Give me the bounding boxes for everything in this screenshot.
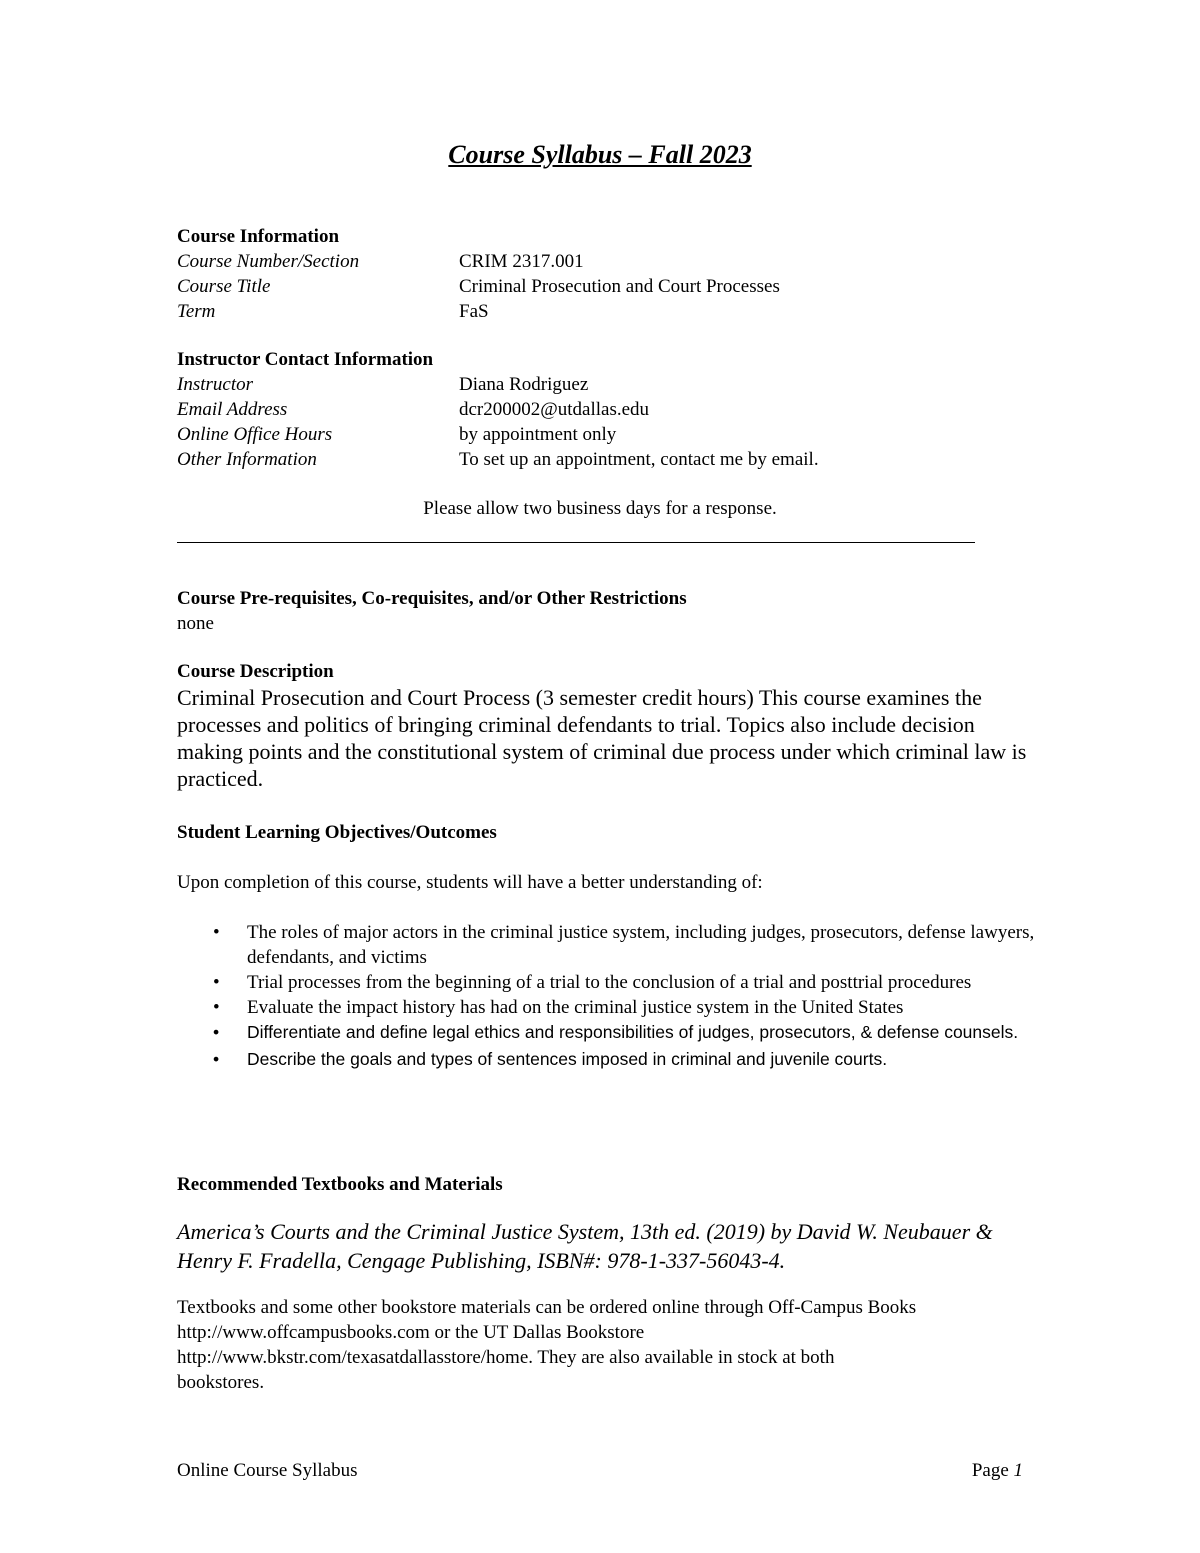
course-information-section — [177, 224, 780, 324]
objectives-section — [177, 820, 1037, 1071]
email-link[interactable]: dcr200002@utdallas.edu — [459, 399, 650, 420]
ordering-info — [177, 1295, 997, 1395]
ordering-line: http://www.bkstr.com/texasatdallasstore/home. They are also available in stock at both — [177, 1347, 835, 1368]
info-row — [177, 299, 780, 324]
info-row — [177, 274, 780, 299]
footer-title: Online Course Syllabus — [177, 1460, 358, 1481]
objectives-intro: Upon completion of this course, students will have a better understanding of: — [177, 872, 763, 893]
textbooks-heading: Recommended Textbooks and Materials — [177, 1174, 503, 1195]
objectives-list — [177, 920, 1037, 1071]
instructor-contact-heading: Instructor Contact Information — [177, 349, 434, 370]
info-value: FaS — [459, 301, 489, 322]
info-row — [177, 422, 819, 447]
info-row — [177, 447, 819, 472]
textbooks-section — [177, 1172, 997, 1395]
info-label: Course Number/Section — [177, 251, 360, 272]
course-description-section — [177, 659, 1037, 792]
info-label: Online Office Hours — [177, 424, 333, 445]
course-information-heading: Course Information — [177, 226, 340, 247]
info-value: CRIM 2317.001 — [459, 251, 584, 272]
course-description-text: Criminal Prosecution and Court Process (3 semester credit hours) This course examines the processes and politics of bringing criminal defendants to trial. Topics also include decision making points and the constitutional system of criminal due process under which criminal law is practiced. — [177, 685, 1027, 791]
info-value: Criminal Prosecution and Court Processes — [459, 276, 780, 297]
bullet-icon: • — [213, 997, 220, 1018]
objective-text: Evaluate the impact history has had on the criminal justice system in the United States — [247, 997, 904, 1018]
ordering-line: http://www.offcampusbooks.com or the UT Dallas Bookstore — [177, 1322, 645, 1343]
list-item — [177, 1047, 1037, 1071]
objective-text: Differentiate and define legal ethics and responsibilities of judges, prosecutors, & defense counsels. — [247, 1022, 1019, 1042]
info-label: Other Information — [177, 449, 317, 470]
info-value: To set up an appointment, contact me by email. — [459, 449, 819, 470]
info-value: by appointment only — [459, 424, 617, 445]
info-row — [177, 249, 780, 274]
page-label: Page — [971, 1460, 1009, 1481]
response-note: Please allow two business days for a response. — [423, 498, 777, 519]
ordering-line: Textbooks and some other bookstore materials can be ordered online through Off-Campus Books — [177, 1297, 917, 1318]
objective-text: Describe the goals and types of sentences imposed in criminal and juvenile courts. — [247, 1049, 888, 1069]
list-item — [177, 1020, 1037, 1044]
prerequisites-section — [177, 586, 687, 636]
info-row — [177, 372, 819, 397]
objective-text: Trial processes from the beginning of a trial to the conclusion of a trial and posttrial procedures — [247, 972, 972, 993]
list-item — [177, 995, 1037, 1020]
list-item — [177, 920, 1037, 970]
info-label: Term — [177, 301, 216, 322]
info-value: Diana Rodriguez — [459, 374, 589, 395]
bullet-icon: • — [213, 1022, 220, 1042]
divider — [177, 542, 975, 543]
objectives-heading: Student Learning Objectives/Outcomes — [177, 822, 497, 843]
page-number — [972, 1460, 1023, 1482]
prerequisites-text: none — [177, 613, 214, 634]
objective-text: The roles of major actors in the criminal justice system, including judges, prosecutors, defense lawyers, defendants, and victims — [247, 922, 1035, 968]
page-number-value: 1 — [1013, 1460, 1023, 1481]
instructor-contact-section — [177, 347, 819, 472]
bullet-icon: • — [213, 1049, 220, 1069]
bullet-icon: • — [213, 922, 220, 943]
info-label: Course Title — [177, 276, 271, 297]
course-description-heading: Course Description — [177, 661, 334, 682]
list-item — [177, 970, 1037, 995]
info-row — [177, 397, 819, 422]
textbook-citation: America’s Courts and the Criminal Justice System, 13th ed. (2019) by David W. Neubauer & Henry F. Fradella, Cengage Publishing, ISBN#: 978-1-337-56043-4. — [177, 1219, 993, 1273]
ordering-line: bookstores. — [177, 1372, 265, 1393]
prerequisites-heading: Course Pre-requisites, Co-requisites, and/or Other Restrictions — [177, 588, 687, 609]
info-label: Email Address — [177, 399, 288, 420]
page-title: Course Syllabus – Fall 2023 — [448, 140, 752, 169]
info-label: Instructor — [177, 374, 253, 395]
bullet-icon: • — [213, 972, 220, 993]
